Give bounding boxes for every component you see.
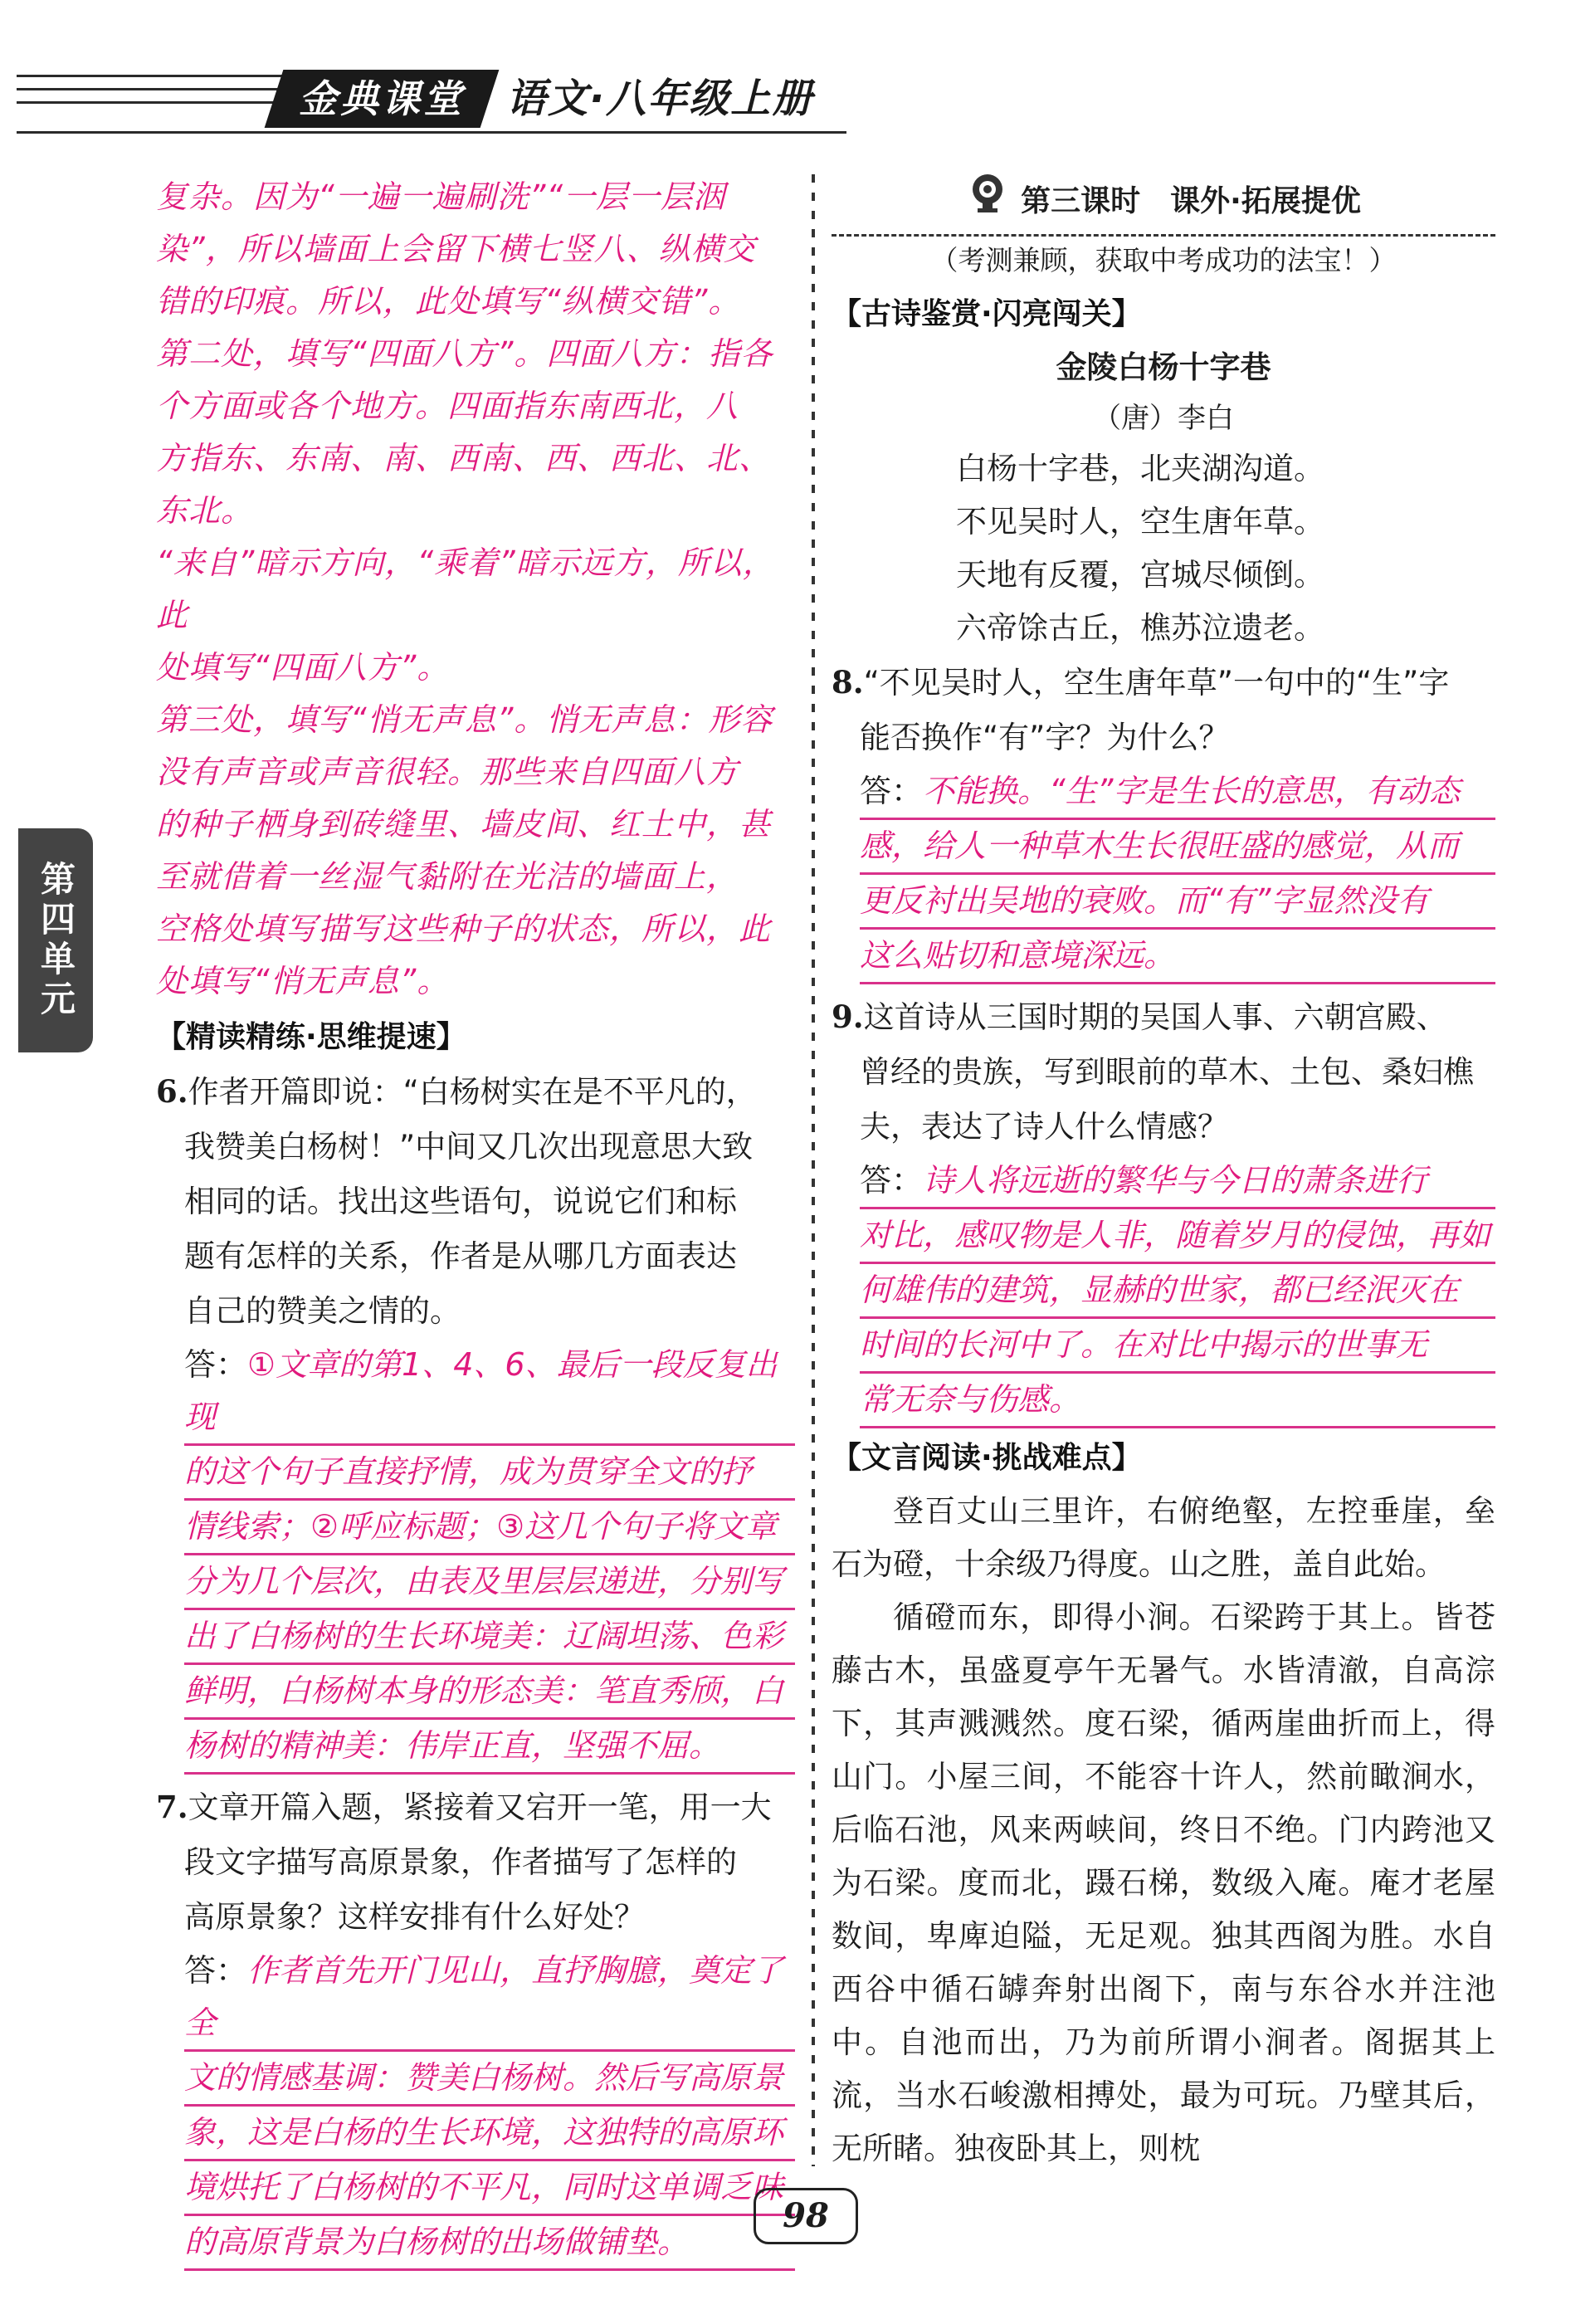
question-text: 作者开篇即说：“白杨树实在是不平凡的， [188, 1074, 757, 1110]
question-text: 段文字描写高原景象，作者描写了怎样的 [184, 1844, 737, 1880]
answer-line: 情线索；②呼应标题；③这几个句子将文章 [184, 1501, 795, 1555]
answer-line: 更反衬出吴地的衰败。而“有”字显然没有 [860, 875, 1495, 930]
answer-line: 鲜明，白杨树本身的形态美：笔直秀颀，白 [184, 1665, 795, 1720]
question-text: 夫，表达了诗人什么情感？ [860, 1109, 1228, 1145]
answer-6 [184, 1339, 795, 1775]
section-heading: 【精读精练·思维提速】 [156, 1020, 466, 1054]
answer-line: 分为几个层次，由表及里层层递进，分别写 [184, 1555, 795, 1610]
question-number: 9. [832, 998, 864, 1035]
poem-line: 六帝馀古丘，樵苏泣遗老。 [956, 610, 1324, 646]
question-8 [832, 655, 1495, 765]
answer-line: 境烘托了白杨树的不平凡，同时这单调乏味 [184, 2161, 795, 2216]
answer-line: 文的情感基调：赞美白杨树。然后写高原景 [184, 2052, 795, 2107]
answer-line: 何雄伟的建筑，显赫的世家，都已经泯灭在 [860, 1264, 1495, 1319]
header-rule [17, 131, 846, 134]
question-9 [832, 989, 1495, 1155]
poem-line: 天地有反覆，宫城尽倾倒。 [956, 557, 1324, 593]
column-divider [812, 174, 815, 2166]
question-text: 自己的赞美之情的。 [184, 1293, 461, 1329]
section-heading: 【文言阅读·挑战难点】 [832, 1441, 1142, 1475]
answer-line: 处填写“四面八方”。 [156, 649, 450, 686]
question-text: 曾经的贵族，写到眼前的草木、土包、桑妇樵 [860, 1054, 1474, 1090]
question-number: 8. [832, 664, 864, 701]
answer-line: 对比，感叹物是人非，随着岁月的侵蚀，再如 [860, 1209, 1495, 1264]
answer-line: 感，给人一种草木生长很旺盛的感觉，从而 [860, 820, 1495, 875]
trophy-icon [966, 171, 1009, 234]
answer-line: “来自”暗示方向，“乘着”暗示远方，所以，此 [156, 544, 775, 633]
book-title: 语文·八年级上册 [506, 76, 814, 122]
answer-line: 第二处，填写“四面八方”。四面八方：指各 [156, 335, 773, 372]
question-text: 相同的话。找出这些语句，说说它们和标 [184, 1184, 737, 1219]
unit-side-tab: 第四单元 [18, 828, 93, 1052]
answer-label: 答： [184, 1346, 248, 1383]
answer-label: 答： [184, 1952, 248, 1989]
answer-line: 诗人将远逝的繁华与今日的萧条进行 [923, 1162, 1428, 1199]
answer-line: 处填写“悄无声息”。 [156, 963, 450, 999]
question-number: 6. [156, 1073, 188, 1110]
answer-8 [860, 765, 1495, 984]
question-text: 这首诗从三国时期的吴国人事、六朝宫殿、 [863, 999, 1447, 1035]
lesson-subtitle: （考测兼顾，获取中考成功的法宝！） [832, 234, 1495, 285]
answer-7 [184, 1945, 795, 2271]
question-7 [156, 1780, 795, 1945]
question-text: 能否换作“有”字？为什么？ [860, 720, 1230, 755]
answer-line: 染”，所以墙面上会留下横七竖八、纵横交 [156, 231, 756, 267]
answer-line: 第三处，填写“悄无声息”。悄无声息：形容 [156, 701, 773, 738]
poem-author: （唐）李白 [1093, 402, 1234, 435]
answer-line: 杨树的精神美：伟岸正直，坚强不屈。 [184, 1720, 795, 1775]
answer-line: 时间的长河中了。在对比中揭示的世事无 [860, 1319, 1495, 1374]
question-6 [156, 1064, 795, 1339]
right-column [832, 171, 1495, 2175]
answer-label: 答： [860, 1162, 924, 1199]
poem-title: 金陵白杨十字巷 [1056, 349, 1271, 385]
question-number: 7. [156, 1789, 188, 1825]
left-column [156, 171, 795, 2271]
passage-paragraph: 循磴而东，即得小涧。石梁跨于其上。皆苍藤古木，虽盛夏亭午无暑气。水皆清澈，自高淙下，其声溅溅然。度石梁，循两崖曲折而上，得山门。小屋三间，不能容十许人，然前瞰涧水，后临石池，风来两峡间，终日不绝。门内跨池又为石梁。度而北，蹑石梯，数级入庵。庵才老屋数间，卑庳迫隘，无足观。独其西阁为胜。水自西谷中循石罅奔射出阁下，南与东谷水并注池中。自池而出，乃为前所谓小涧者。阁据其上流，当水石峻激相搏处，最为可玩。乃壁其后，无所睹。独夜卧其上，则枕 [832, 1599, 1495, 2166]
answer-line: 的高原背景为白杨树的出场做铺垫。 [184, 2216, 795, 2271]
passage-paragraph: 登百丈山三里许，右俯绝壑，左控垂崖，垒石为磴，十余级乃得度。山之胜，盖自此始。 [832, 1493, 1495, 1582]
header-decor-lines [17, 70, 282, 128]
answer-line: 的这个句子直接抒情，成为贯穿全文的抒 [184, 1446, 795, 1501]
question-text: 文章开篇入题，紧接着又宕开一笔，用一大 [188, 1789, 772, 1825]
answer-line: 没有声音或声音很轻。那些来自四面八方 [156, 754, 739, 790]
question-text: 高原景象？这样安排有什么好处？ [184, 1899, 645, 1935]
answer-line: 错的印痕。所以，此处填写“纵横交错”。 [156, 283, 741, 320]
page-number: 98 [754, 2188, 858, 2244]
answer-line: 这么贴切和意境深远。 [860, 930, 1495, 984]
poem-line: 不见吴时人，空生唐年草。 [956, 504, 1324, 540]
answer-9 [860, 1155, 1495, 1428]
continued-answer [156, 171, 795, 1008]
lesson-heading [832, 171, 1495, 234]
poem-line: 白杨十字巷，北夹湖沟道。 [956, 451, 1324, 486]
answer-line: 方指东、东南、南、西南、西、西北、北、东北。 [156, 440, 772, 529]
answer-line: 常无奈与伤感。 [860, 1374, 1495, 1428]
answer-line: ①文章的第1、4、6、最后一段反复出现 [184, 1346, 778, 1435]
answer-line: 的种子栖身到砖缝里、墙皮间、红土中，甚 [156, 806, 772, 842]
question-text: 我赞美白杨树！”中间又几次出现意思大致 [184, 1129, 754, 1164]
section-heading: 【古诗鉴赏·闪亮闯关】 [832, 297, 1142, 331]
question-text: “不见吴时人，空生唐年草”一句中的“生”字 [863, 665, 1450, 701]
answer-line: 象，这是白杨的生长环境，这独特的高原环 [184, 2107, 795, 2161]
answer-line: 至就借着一丝湿气黏附在光洁的墙面上， [156, 858, 739, 895]
answer-line: 不能换。“生”字是生长的意思，有动态 [923, 773, 1461, 809]
question-text: 题有怎样的关系，作者是从哪几方面表达 [184, 1238, 737, 1274]
answer-line: 个方面或各个地方。四面指东南西北，八 [156, 388, 739, 424]
answer-line: 作者首先开门见山，直抒胸臆，奠定了全 [184, 1952, 784, 2041]
answer-line: 出了白杨树的生长环境美：辽阔坦荡、色彩 [184, 1610, 795, 1665]
brand-badge [265, 70, 500, 128]
answer-line: 复杂。因为“一遍一遍刷洗”“一层一层洇 [156, 178, 726, 215]
answer-line: 空格处填写描写这些种子的状态，所以，此 [156, 911, 772, 947]
lesson-title: 第三课时 课外·拓展提优 [1021, 184, 1361, 218]
answer-label: 答： [860, 773, 924, 809]
brand-text: 金典课堂 [299, 76, 465, 121]
